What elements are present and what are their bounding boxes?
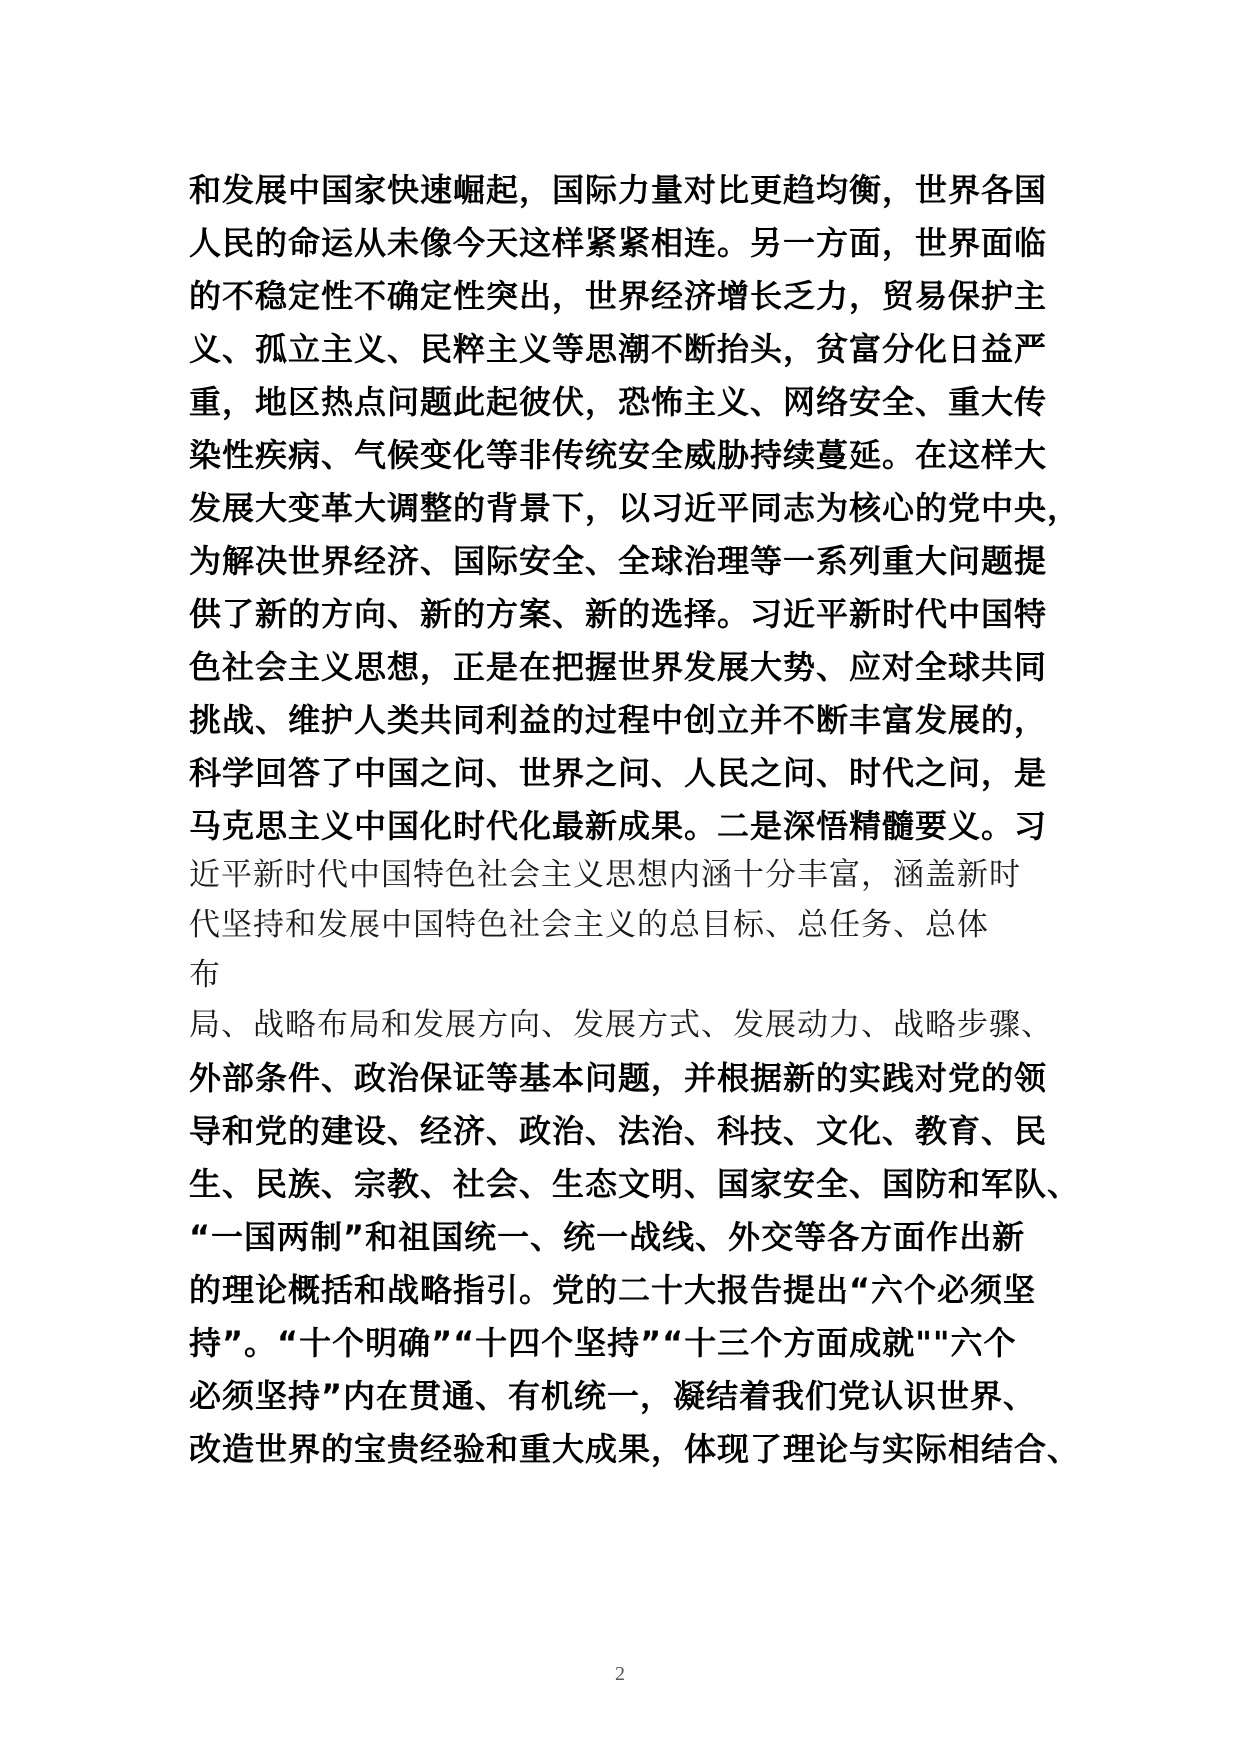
text-line: 重，地区热点问题此起彼伏，恐怖主义、网络安全、重大传 [189,383,1048,421]
text-line: 导和党的建设、经济、政治、法治、科技、文化、教育、民 [189,1112,1048,1150]
page-number: 2 [615,1663,625,1685]
text-line: 近平新时代中国特色社会主义思想内涵十分丰富，涵盖新时 [189,857,1021,893]
text-line: 义、孤立主义、民粹主义等思潮不断抬头，贫富分化日益严 [189,330,1048,368]
text-line: 布 [189,957,221,993]
text-line: 和发展中国家快速崛起，国际力量对比更趋均衡，世界各国 [189,171,1048,209]
text-line: 持”。“十个明确”“十四个坚持”“十三个方面成就""六个 [189,1324,1017,1362]
text-line: 染性疾病、气候变化等非传统安全威胁持续蔓延。在这样大 [189,436,1048,474]
text-line: 马克思主义中国化时代化最新成果。二是深悟精髓要义。习 [189,807,1048,845]
text-line: 生、民族、宗教、社会、生态文明、国家安全、国防和军队、 [189,1165,1081,1203]
text-line: 代坚持和发展中国特色社会主义的总目标、总任务、总体 [189,907,989,943]
text-line: 供了新的方向、新的方案、新的选择。习近平新时代中国特 [189,595,1048,633]
text-line: 挑战、维护人类共同利益的过程中创立并不断丰富发展的， [189,701,1048,739]
text-line: 外部条件、政治保证等基本问题，并根据新的实践对党的领 [189,1059,1048,1097]
text-line: 科学回答了中国之问、世界之问、人民之问、时代之问，是 [189,754,1048,792]
text-line: 为解决世界经济、国际安全、全球治理等一系列重大问题提 [189,542,1048,580]
text-line: 局、战略布局和发展方向、发展方式、发展动力、战略步骤、 [189,1007,1053,1043]
text-line: 的理论概括和战略指引。党的二十大报告提出“六个必须坚 [189,1271,1037,1309]
text-line: 的不稳定性不确定性突出，世界经济增长乏力，贸易保护主 [189,277,1048,315]
text-line: 改造世界的宝贵经验和重大成果，体现了理论与实际相结合、 [189,1430,1081,1468]
text-line: 必须坚持”内在贯通、有机统一，凝结着我们党认识世界、 [189,1377,1037,1415]
text-line: 发展大变革大调整的背景下，以习近平同志为核心的党中央， [189,489,1081,527]
text-line: 人民的命运从未像今天这样紧紧相连。另一方面，世界面临 [189,224,1048,262]
text-line: 色社会主义思想，正是在把握世界发展大势、应对全球共同 [189,648,1048,686]
text-line: “一国两制”和祖国统一、统一战线、外交等各方面作出新 [189,1218,1026,1256]
